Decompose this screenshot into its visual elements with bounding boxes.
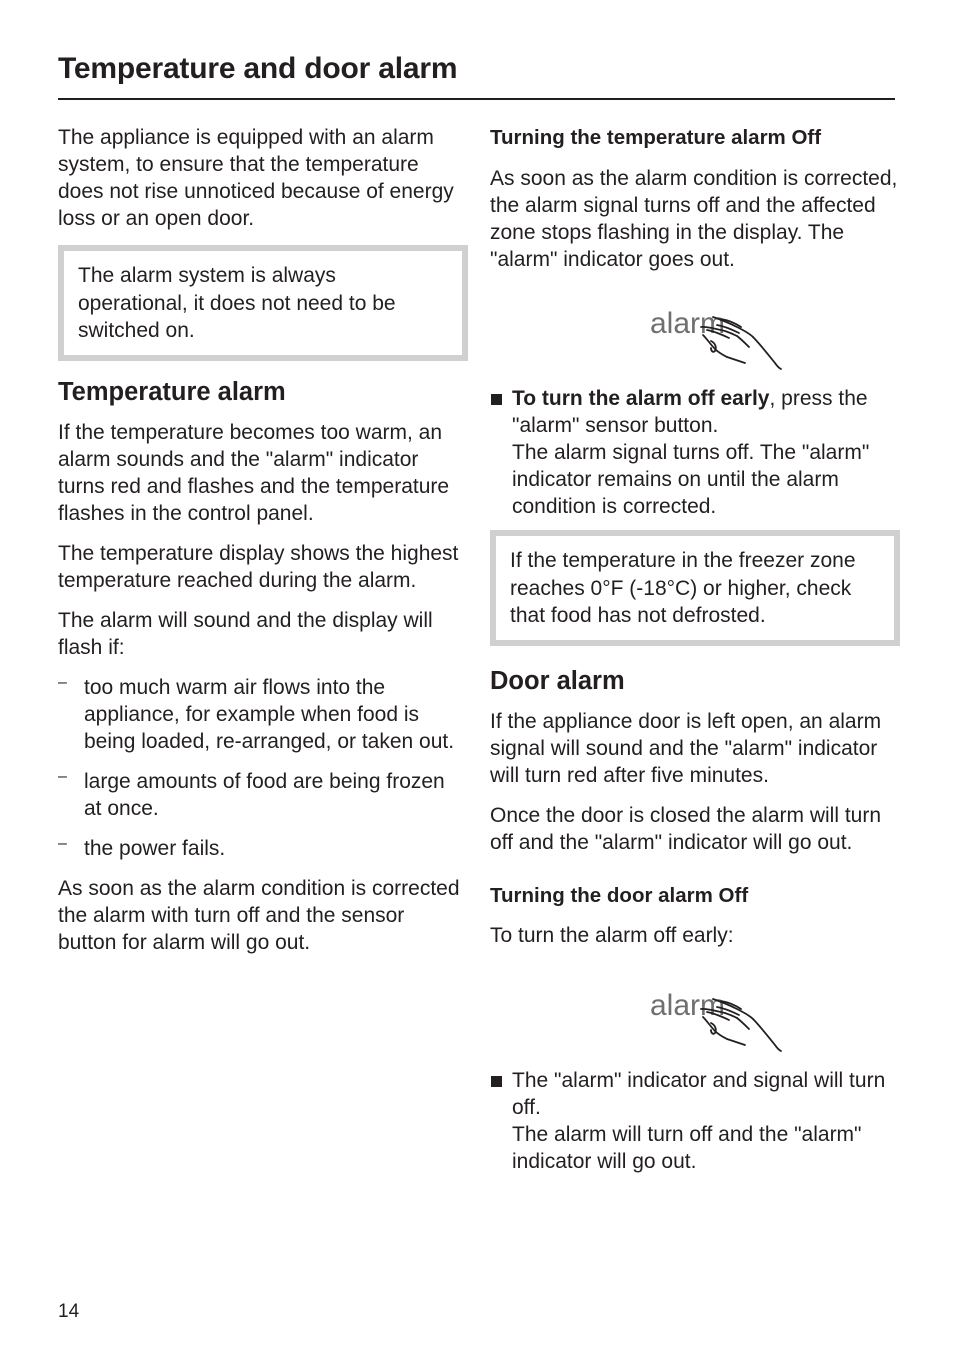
list-item-text: too much warm air flows into the appliance, for example when food is being loaded, re-arranged, or taken out. <box>84 675 455 753</box>
dash-marker: – <box>58 834 67 852</box>
dash-marker: – <box>58 673 67 691</box>
dash-marker: – <box>58 767 67 785</box>
temp-alarm-off-heading: Turning the temperature alarm Off <box>490 126 822 149</box>
note-text: If the temperature in the freezer zone reaches 0°F (-18°C) or higher, check that food has not defrosted. <box>510 549 856 627</box>
step-result: The alarm signal turns off. The "alarm" indicator remains on until the alarm condition is corrected. <box>512 441 870 518</box>
door-alarm-off-heading: Turning the door alarm Off <box>490 883 749 907</box>
door-off-paragraph: To turn the alarm off early: <box>490 923 734 947</box>
square-bullet-icon <box>490 385 512 520</box>
temp-paragraph-2: The temperature display shows the highest temperature reached during the alarm. <box>58 541 459 592</box>
step-bold-text: To turn the alarm off early <box>512 387 770 410</box>
list-item <box>58 674 468 755</box>
door-paragraph-1: If the appliance door is left open, an alarm signal will sound and the "alarm" indicator will turn red after five minutes. <box>490 709 882 787</box>
intro-paragraph: The appliance is equipped with an alarm system, to ensure that the temperature does not rise unnoticed because of energy loss or an open door. <box>58 126 454 230</box>
list-item-text: large amounts of food are being frozen at once. <box>84 769 445 820</box>
list-item-text: the power fails. <box>84 836 226 860</box>
note-text: The alarm system is always operational, it does not need to be switched on. <box>78 264 396 342</box>
pointing-hand-icon <box>695 987 795 1053</box>
page-number: 14 <box>58 1301 80 1322</box>
alarm-label: alarm <box>650 307 726 340</box>
list-item <box>58 768 468 822</box>
door-paragraph-2: Once the door is closed the alarm will turn off and the "alarm" indicator will go out. <box>490 803 882 854</box>
step-text <box>512 385 900 439</box>
title-rule <box>58 98 895 100</box>
alarm-label: alarm <box>650 988 726 1022</box>
step-result: The alarm will turn off and the "alarm" indicator will go out. <box>512 1122 862 1173</box>
note-box-freezer <box>490 530 900 646</box>
note-box-always-on <box>58 245 468 361</box>
right-column <box>490 124 900 1175</box>
list-item <box>490 1067 900 1175</box>
temperature-alarm-heading: Temperature alarm <box>58 377 286 406</box>
door-alarm-heading: Door alarm <box>490 666 625 695</box>
temp-paragraph-1: If the temperature becomes too warm, an alarm sounds and the "alarm" indicator turns red and flashes and the temperature flashes in the control panel. <box>58 420 450 525</box>
left-column <box>58 124 468 956</box>
list-item <box>58 835 468 862</box>
pointing-hand-icon <box>695 305 795 371</box>
temp-paragraph-3: The alarm will sound and the display will flash if: <box>58 608 433 659</box>
page-title: Temperature and door alarm <box>58 52 458 85</box>
list-item <box>490 385 900 520</box>
alarm-sensor-figure <box>490 988 900 1067</box>
step-rest-text: , press the "alarm" sensor button. <box>512 387 868 437</box>
temp-off-paragraph: As soon as the alarm condition is corrected, the alarm signal turns off and the affected zone stops flashing in the display. The "alarm" indicator goes out. <box>490 167 898 271</box>
step-text: The "alarm" indicator and signal will turn off. <box>512 1068 886 1119</box>
square-bullet-icon <box>490 1067 512 1175</box>
temp-paragraph-4: As soon as the alarm condition is corrected the alarm with turn off and the sensor button for alarm will go out. <box>58 876 460 954</box>
alarm-sensor-figure <box>490 307 900 385</box>
